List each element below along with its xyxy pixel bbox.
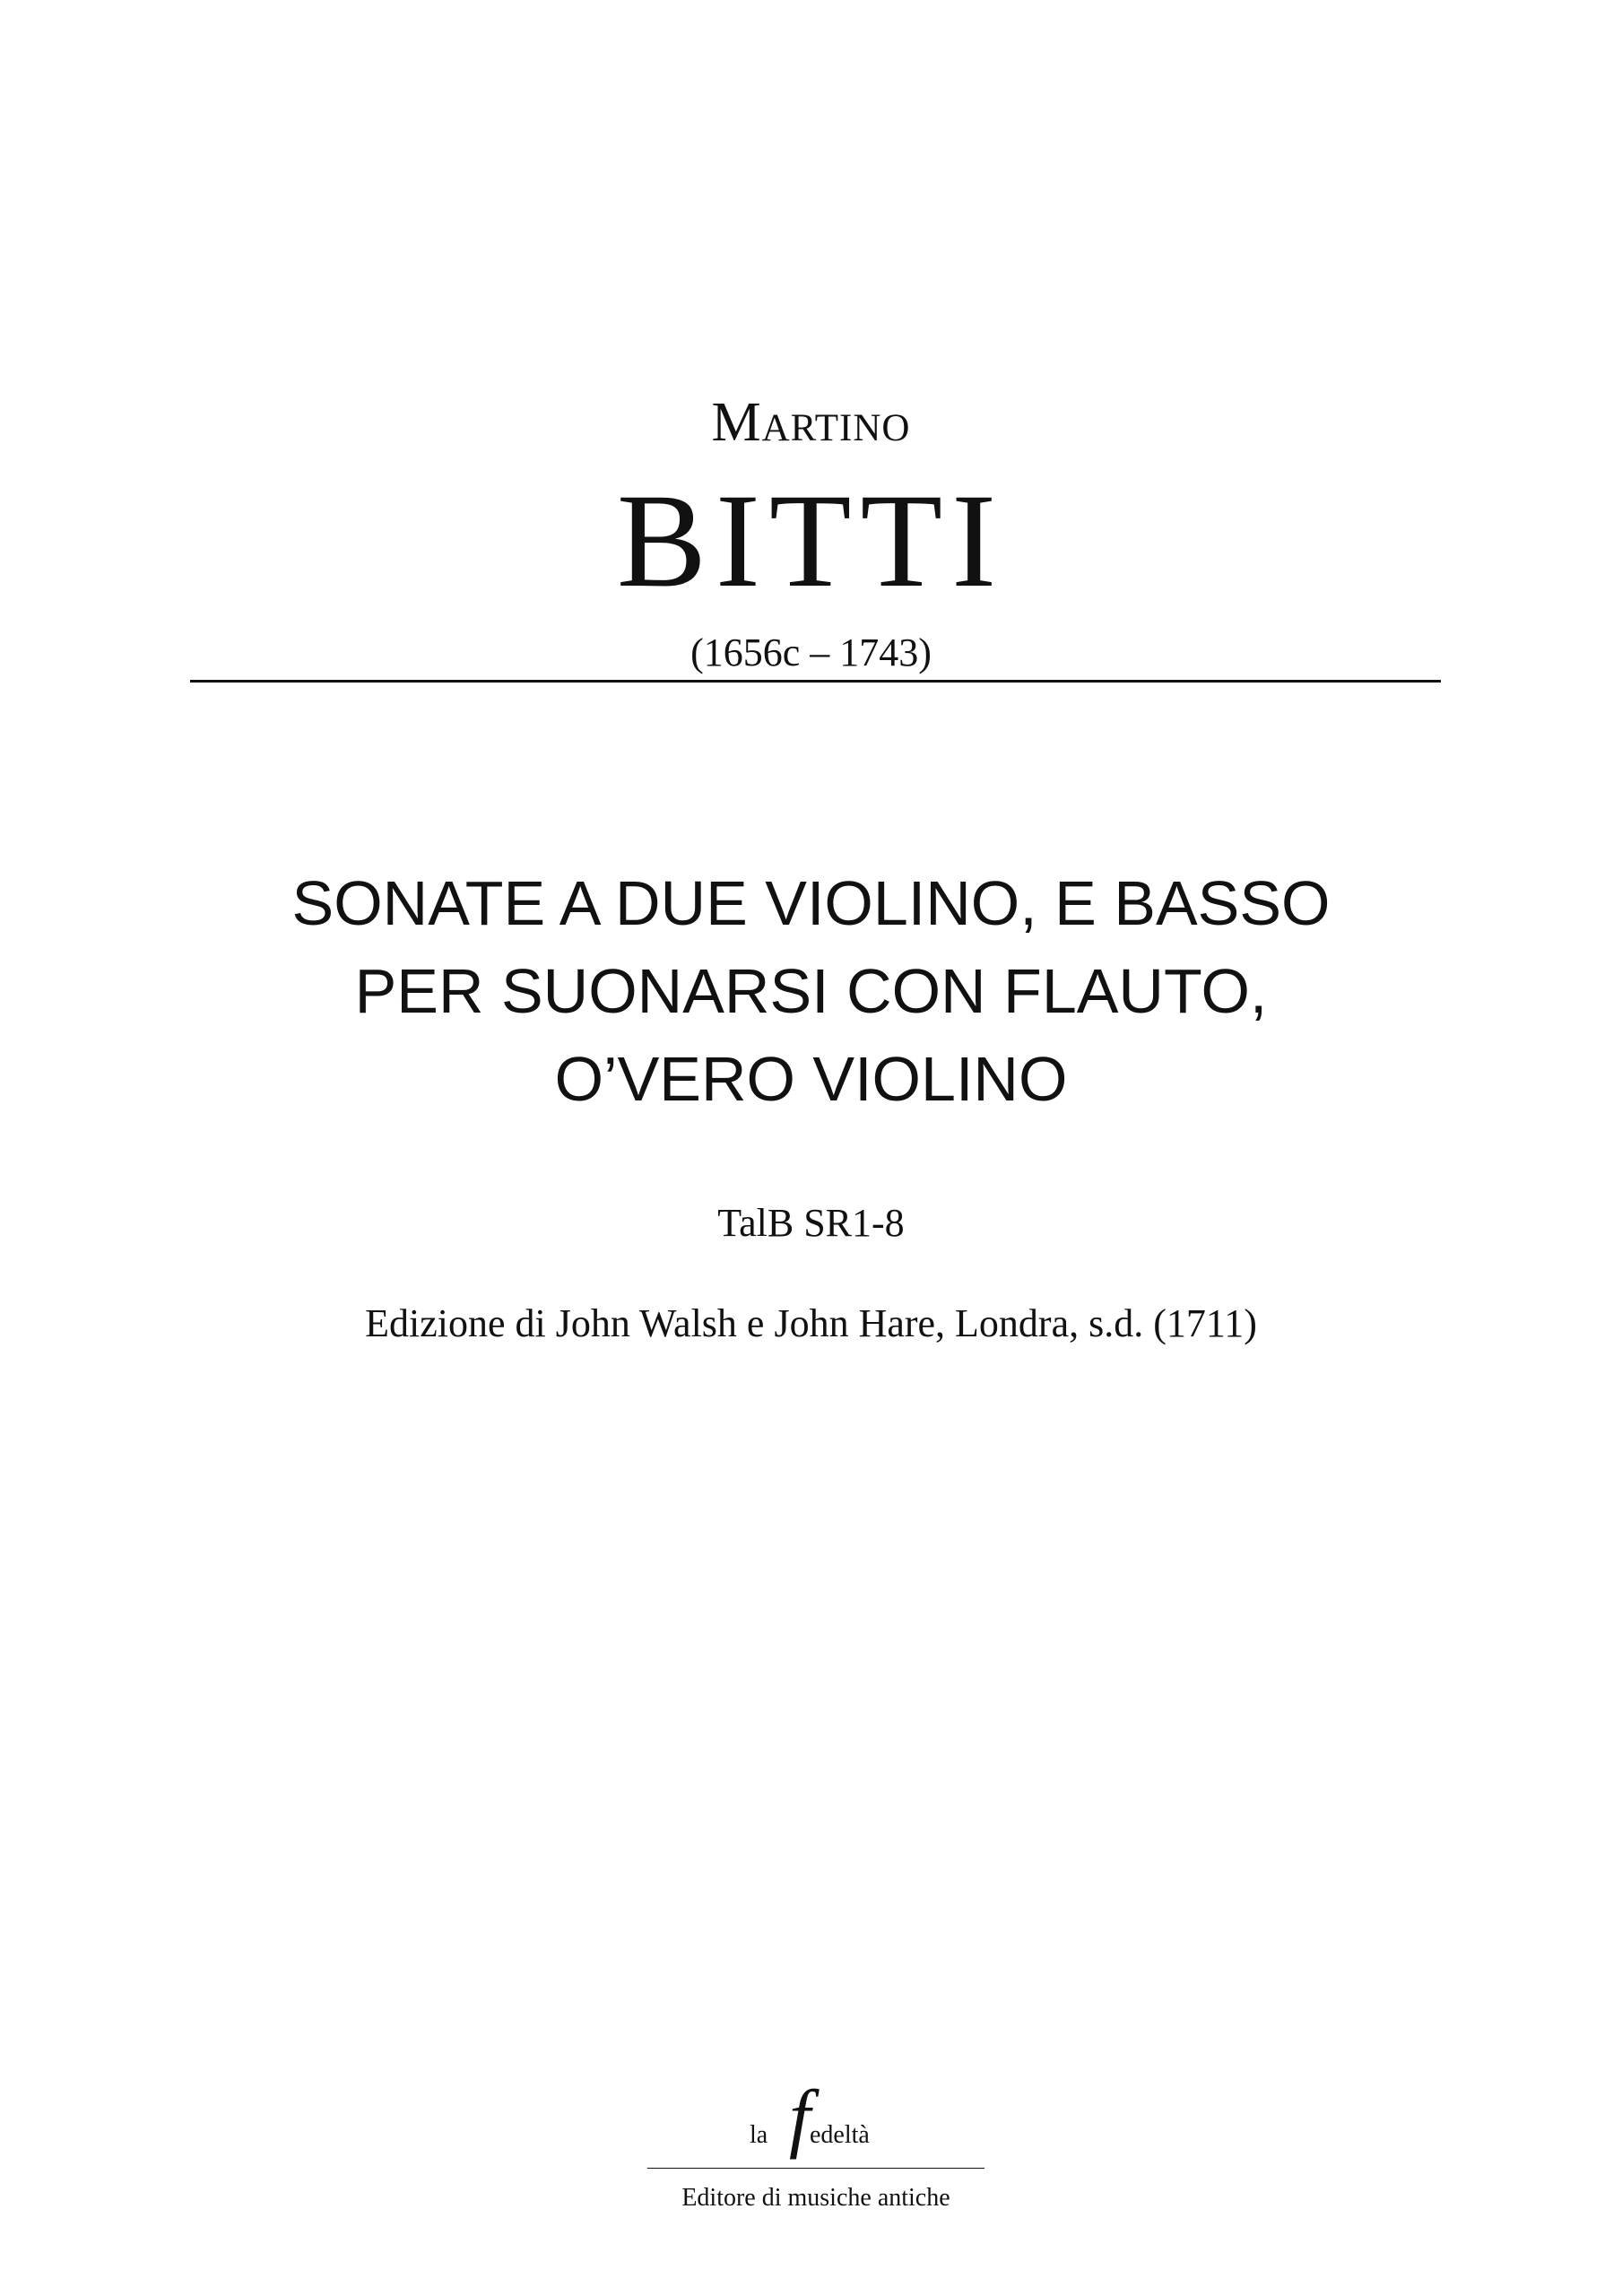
header-divider xyxy=(190,680,1441,683)
work-title-line-2: PER SUONARSI CON FLAUTO, xyxy=(354,956,1268,1026)
composer-last-name: BITTI xyxy=(616,466,1006,615)
publisher-logo xyxy=(646,2074,986,2220)
publisher-logo-la: la xyxy=(750,2121,768,2149)
composer-dates: (1656c – 1743) xyxy=(690,631,932,674)
publisher-logo-f: f xyxy=(789,2074,811,2160)
work-title-line-3: O’VERO VIOLINO xyxy=(554,1044,1068,1114)
work-title-line-1: SONATE A DUE VIOLINO, E BASSO xyxy=(291,868,1331,938)
composer-first-name: Martino xyxy=(711,392,911,453)
publisher-logo-rest: edeltà xyxy=(810,2121,870,2149)
edition-note: Edizione di John Walsh e John Hare, Londra, s.d. (1711) xyxy=(365,1301,1257,1345)
work-title xyxy=(0,859,1622,1123)
catalog-number: TalB SR1-8 xyxy=(717,1201,905,1245)
publisher-tagline: Editore di musiche antiche xyxy=(681,2184,950,2212)
publisher-logo-divider xyxy=(647,2168,984,2169)
